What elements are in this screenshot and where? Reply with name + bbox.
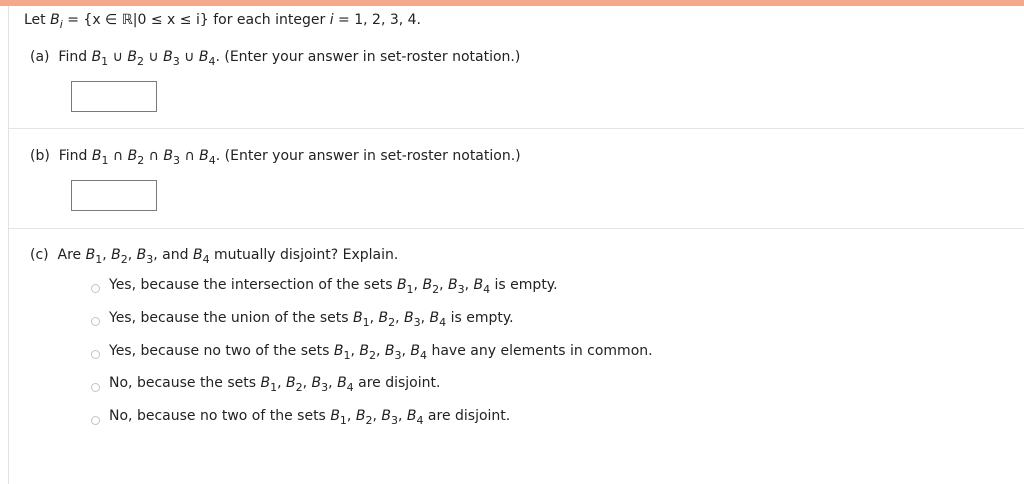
divider (9, 128, 1024, 129)
option-1-label[interactable]: Yes, because the intersection of the sets $B_1$, $B_2$, $B_3$, $B_4$ is empty. (109, 277, 558, 296)
part-a-label: (a) (30, 49, 50, 65)
divider (9, 228, 1024, 229)
top-accent-bar (0, 0, 1024, 6)
option-5-radio[interactable] (91, 416, 100, 425)
option-2-radio[interactable] (91, 317, 100, 326)
option-4-label[interactable]: No, because the sets $B_1$, $B_2$, $B_3$, $B_4$ are disjoint. (109, 375, 441, 394)
part-b-answer-input[interactable] (71, 180, 157, 211)
part-b-question: (b) Find $B_1$ ∩ $B_2$ ∩ $B_3$ ∩ $B_4$. (Enter your answer in set-roster notation.) (30, 148, 521, 167)
option-3-label[interactable]: Yes, because no two of the sets $B_1$, $B_2$, $B_3$, $B_4$ have any elements in common. (109, 343, 653, 362)
problem-statement: Let $B_i = \{x$ ∈ ℝ|0 ≤ x ≤ i} for each integer i = 1, 2, 3, 4. (24, 12, 422, 31)
option-5-label[interactable]: No, because no two of the sets $B_1$, $B_2$, $B_3$, $B_4$ are disjoint. (109, 408, 511, 427)
option-1-radio[interactable] (91, 284, 100, 293)
part-a-question: (a) Find $B_1$ ∪ $B_2$ ∪ $B_3$ ∪ $B_4$. (Enter your answer in set-roster notation.) (30, 49, 521, 68)
option-3-radio[interactable] (91, 350, 100, 359)
option-2-label[interactable]: Yes, because the union of the sets $B_1$, $B_2$, $B_3$, $B_4$ is empty. (109, 310, 514, 329)
part-a-answer-input[interactable] (71, 81, 157, 112)
left-border (8, 6, 9, 484)
part-c-question: (c) Are $B_1$, $B_2$, $B_3$, and $B_4$ mutually disjoint? Explain. (30, 247, 399, 266)
part-c-label: (c) (30, 247, 49, 263)
part-b-label: (b) (30, 148, 50, 164)
option-4-radio[interactable] (91, 383, 100, 392)
